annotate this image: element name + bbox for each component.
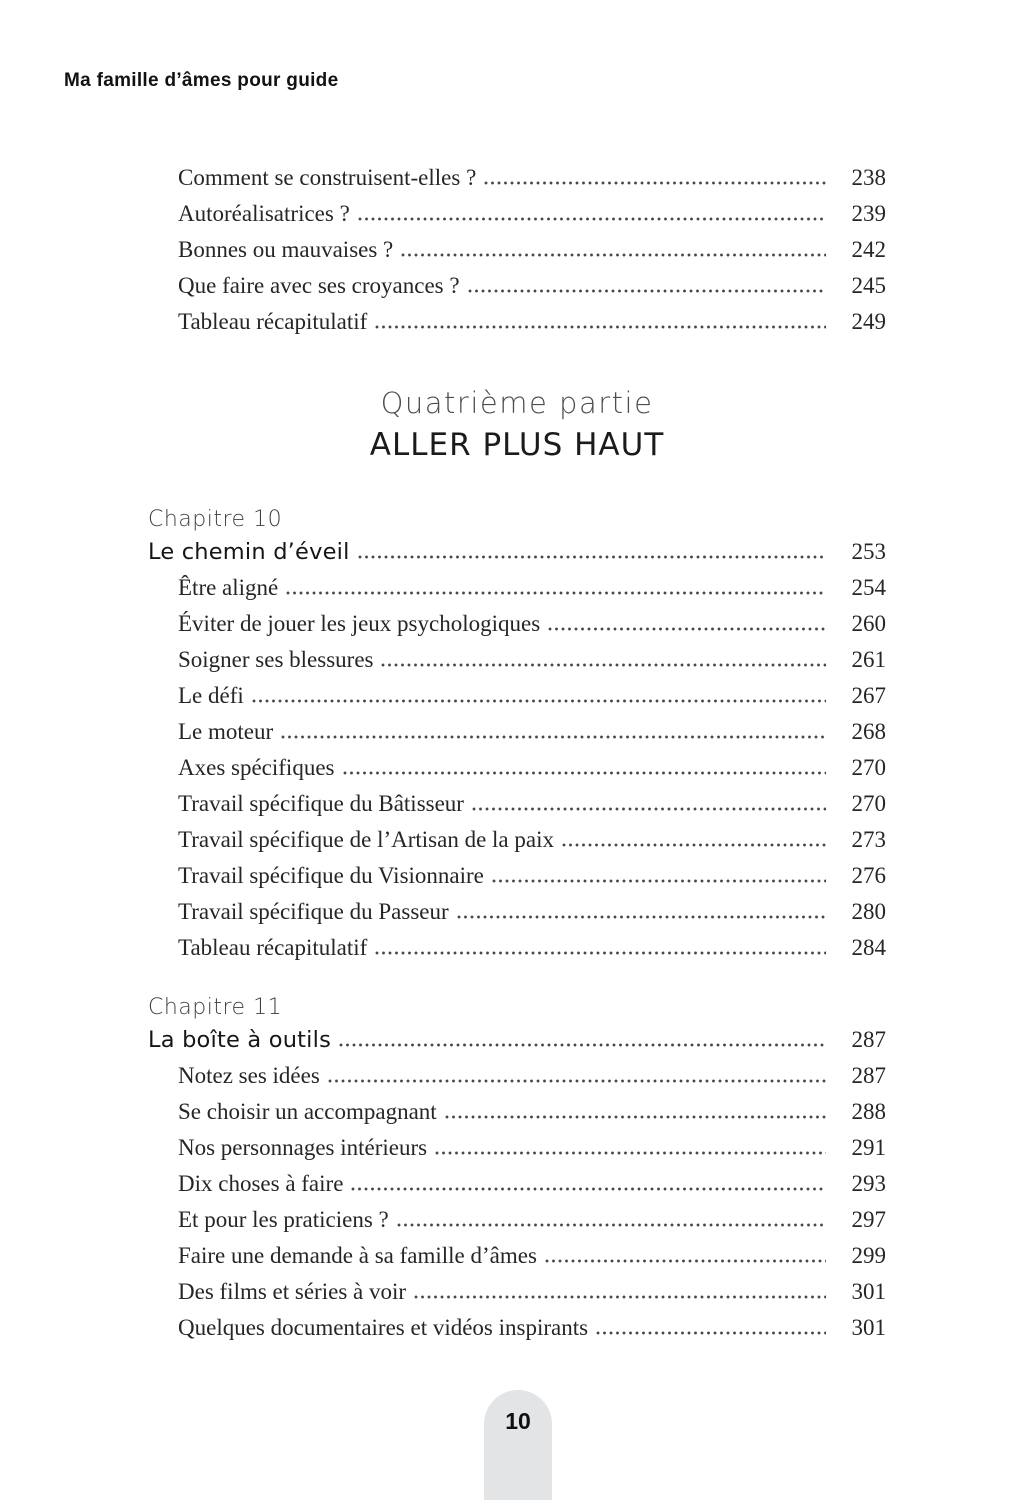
dot-leader <box>375 951 826 955</box>
toc-entry-page: 254 <box>851 575 886 600</box>
toc-entry <box>148 1094 886 1130</box>
dot-leader <box>252 699 826 703</box>
toc-entry <box>148 1202 886 1238</box>
toc-entry-page: 297 <box>851 1207 886 1232</box>
toc-entry <box>148 570 886 606</box>
toc-entry-page: 270 <box>851 755 886 780</box>
toc-entry <box>148 534 886 570</box>
dot-leader <box>457 915 826 919</box>
toc-entry-page: 284 <box>851 935 886 960</box>
dot-leader <box>328 1079 826 1083</box>
toc-entry-title: Soigner ses blessures <box>178 647 374 672</box>
toc-entry <box>148 1130 886 1166</box>
dot-leader <box>472 807 826 811</box>
toc-entry <box>148 1310 886 1346</box>
toc-entry-title: Autoréalisatrices ? <box>178 201 350 226</box>
toc-entry-title: Et pour les praticiens ? <box>178 1207 389 1232</box>
toc-entry-title: Que faire avec ses croyances ? <box>178 273 460 298</box>
toc-entry <box>148 1022 886 1058</box>
dot-leader <box>375 325 826 329</box>
toc-entry-page: 239 <box>851 201 886 226</box>
dot-leader <box>286 591 826 595</box>
toc-entry <box>148 642 886 678</box>
toc-entry-page: 293 <box>851 1171 886 1196</box>
toc-entry-page: 280 <box>851 899 886 924</box>
toc-entry <box>148 678 886 714</box>
toc-entry-title: Le moteur <box>178 719 274 744</box>
toc-entry <box>148 714 886 750</box>
dot-leader <box>484 181 826 185</box>
toc-entry <box>148 822 886 858</box>
toc-entry-title: Bonnes ou mauvaises ? <box>178 237 394 262</box>
toc-entry-title: Comment se construisent-elles ? <box>178 165 477 190</box>
chapter-label: Chapitre 10 <box>148 507 283 532</box>
toc-entry-title: Tableau récapitulatif <box>178 309 368 334</box>
dot-leader <box>339 1043 826 1047</box>
toc-entry-title: Des films et séries à voir <box>178 1279 407 1304</box>
toc-entry-title: Le défi <box>178 683 244 708</box>
toc-entry <box>148 1238 886 1274</box>
toc-entry-page: 276 <box>851 863 886 888</box>
dot-leader <box>492 879 826 883</box>
dot-leader <box>562 843 826 847</box>
toc-entry-page: 287 <box>851 1027 886 1052</box>
toc-entry-title: Dix choses à faire <box>178 1171 344 1196</box>
toc-section-continued <box>148 160 886 340</box>
toc-entry-page: 238 <box>851 165 886 190</box>
dot-leader <box>358 217 826 221</box>
toc-entry-title: Quelques documentaires et vidéos inspirants <box>178 1315 589 1340</box>
toc-entry-page: 299 <box>851 1243 886 1268</box>
toc-entry-title: Notez ses idées <box>178 1063 320 1088</box>
toc-entry <box>148 1274 886 1310</box>
chapters-section <box>148 506 886 1346</box>
toc-entry-page: 249 <box>851 309 886 334</box>
toc-entry-page: 260 <box>851 611 886 636</box>
page-number-pill <box>484 1390 552 1500</box>
toc-entry-title: Travail spécifique du Passeur <box>178 899 449 924</box>
toc-entry-title: Se choisir un accompagnant <box>178 1099 437 1124</box>
toc-entry-page: 268 <box>851 719 886 744</box>
toc-entry <box>148 1166 886 1202</box>
toc-entry <box>148 304 886 340</box>
part-heading <box>148 386 886 464</box>
page-number: 10 <box>505 1408 531 1434</box>
dot-leader <box>351 1187 826 1191</box>
toc-entry-page: 273 <box>851 827 886 852</box>
toc-entry <box>148 750 886 786</box>
toc-entry-page: 253 <box>851 539 886 564</box>
toc-entry-page: 301 <box>851 1279 886 1304</box>
dot-leader <box>548 627 826 631</box>
dot-leader <box>401 253 826 257</box>
toc-entry-page: 301 <box>851 1315 886 1340</box>
dot-leader <box>596 1331 826 1335</box>
dot-leader <box>414 1295 826 1299</box>
toc-entry-page: 287 <box>851 1063 886 1088</box>
toc-entry <box>148 232 886 268</box>
toc-entry-title: Le chemin d’éveil <box>148 539 350 565</box>
dot-leader <box>468 289 826 293</box>
toc-entry-title: Travail spécifique de l’Artisan de la paix <box>178 827 554 852</box>
toc-entry-title: Être aligné <box>178 575 279 600</box>
toc-entry <box>148 858 886 894</box>
toc-entry-title: Travail spécifique du Bâtisseur <box>178 791 464 816</box>
part-label: Quatrième partie <box>380 386 654 420</box>
toc-entry-title: Faire une demande à sa famille d’âmes <box>178 1243 537 1268</box>
toc-entry <box>148 196 886 232</box>
running-header: Ma famille d’âmes pour guide <box>64 70 339 91</box>
toc-entry-page: 242 <box>851 237 886 262</box>
dot-leader <box>445 1115 826 1119</box>
toc-entry-page: 288 <box>851 1099 886 1124</box>
toc-entry-title: Axes spécifiques <box>178 755 335 780</box>
dot-leader <box>545 1259 826 1263</box>
dot-leader <box>281 735 826 739</box>
toc-entry-page: 267 <box>851 683 886 708</box>
dot-leader <box>358 555 826 559</box>
part-title: ALLER PLUS HAUT <box>369 427 665 463</box>
dot-leader <box>381 663 826 667</box>
dot-leader <box>343 771 827 775</box>
toc-entry <box>148 1058 886 1094</box>
toc-entry <box>148 930 886 966</box>
chapter-label: Chapitre 11 <box>148 995 283 1020</box>
toc-entry-page: 261 <box>851 647 886 672</box>
toc-entry-title: Éviter de jouer les jeux psychologiques <box>178 611 541 636</box>
toc-entry <box>148 160 886 196</box>
toc-entry <box>148 786 886 822</box>
toc-entry-title: Tableau récapitulatif <box>178 935 368 960</box>
toc-entry-page: 291 <box>851 1135 886 1160</box>
toc-entry-title: Travail spécifique du Visionnaire <box>178 863 484 888</box>
toc-entry-title: La boîte à outils <box>148 1027 332 1053</box>
toc-entry <box>148 894 886 930</box>
toc-entry <box>148 606 886 642</box>
toc-entry-page: 245 <box>851 273 886 298</box>
dot-leader <box>435 1151 826 1155</box>
dot-leader <box>397 1223 826 1227</box>
toc-entry-title: Nos personnages intérieurs <box>178 1135 428 1160</box>
toc-entry <box>148 268 886 304</box>
table-of-contents <box>148 160 886 1346</box>
toc-entry-page: 270 <box>851 791 886 816</box>
